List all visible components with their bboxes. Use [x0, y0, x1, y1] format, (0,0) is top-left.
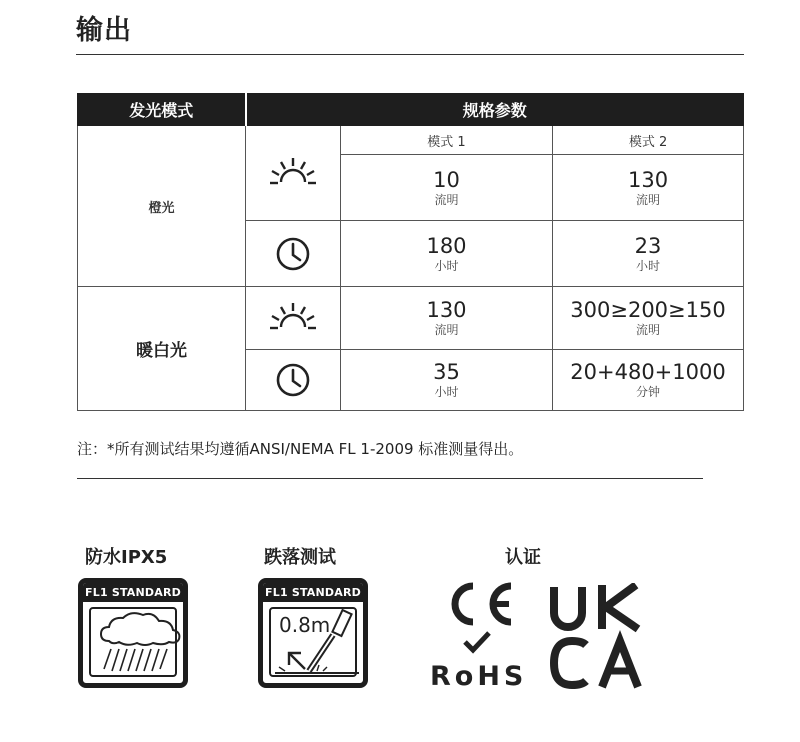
drop-test-icon	[271, 609, 365, 681]
rohs-mark: RoHS	[430, 661, 528, 692]
orange-runtime-mode2	[553, 221, 744, 287]
orange-brightness-mode2	[553, 155, 744, 221]
mode-warm-white-light: 暖白光	[78, 287, 246, 411]
title-divider	[76, 54, 744, 55]
unit: 小时	[434, 385, 459, 399]
orange-runtime-mode1	[341, 221, 553, 287]
clock-icon	[275, 236, 311, 272]
clock-icon-cell	[246, 350, 341, 411]
rain-cloud-icon	[91, 609, 185, 681]
sub-header-mode2: 模式 2	[553, 126, 744, 155]
fl1-standard-band: FL1 STANDARD	[263, 583, 363, 602]
ukca-mark-icon	[548, 583, 648, 691]
sub-header-row	[78, 126, 744, 155]
header-mode: 发光模式	[78, 94, 246, 126]
brightness-icon-cell	[246, 287, 341, 350]
footnote-divider	[77, 478, 703, 479]
unit: 小时	[636, 258, 661, 273]
unit: 小时	[434, 258, 459, 273]
value: 35	[433, 360, 460, 384]
unit: 流明	[636, 192, 661, 207]
warm-runtime-mode2	[553, 350, 744, 411]
unit: 流明	[434, 323, 459, 337]
warm-runtime-mode1	[341, 350, 553, 411]
brightness-icon-cell	[246, 126, 341, 221]
fl1-standard-band: FL1 STANDARD	[83, 583, 183, 602]
page-title: 输出	[76, 15, 132, 46]
drop-test-badge	[258, 578, 368, 688]
clock-icon-cell	[246, 221, 341, 287]
value: 130	[627, 167, 669, 192]
value: 180	[426, 233, 467, 258]
header-spec: 规格参数	[246, 94, 744, 126]
rohs-check-icon	[462, 630, 492, 654]
footnote: 注：*所有测试结果均遵循ANSI/NEMA FL 1-2009 标准测量得出。	[77, 440, 524, 458]
badge-inner-frame	[269, 607, 357, 677]
table-header-row	[78, 94, 744, 126]
mode-orange-light: 橙光	[78, 126, 246, 287]
table-row	[78, 287, 744, 350]
sub-header-mode1: 模式 1	[341, 126, 553, 155]
value: 23	[634, 233, 662, 258]
certification-label: 认证	[505, 547, 541, 568]
unit: 流明	[636, 323, 661, 337]
drop-height: 0.8m	[279, 613, 331, 637]
value: 20+480+1000	[570, 360, 726, 384]
brightness-icon	[269, 301, 317, 335]
value: 130	[426, 298, 467, 322]
unit: 流明	[434, 192, 459, 207]
drop-test-label: 跌落测试	[264, 547, 336, 568]
value: 300≥200≥150	[570, 298, 726, 322]
orange-brightness-mode1	[341, 155, 553, 221]
warm-brightness-mode2	[553, 287, 744, 350]
clock-icon	[275, 362, 311, 398]
spec-table	[77, 93, 744, 411]
badge-inner-frame	[89, 607, 177, 677]
unit: 分钟	[636, 385, 661, 399]
waterproof-badge	[78, 578, 188, 688]
value: 10	[433, 167, 460, 192]
warm-brightness-mode1	[341, 287, 553, 350]
brightness-icon	[269, 156, 317, 190]
ce-mark-icon	[443, 580, 515, 628]
waterproof-label: 防水IPX5	[85, 547, 168, 568]
